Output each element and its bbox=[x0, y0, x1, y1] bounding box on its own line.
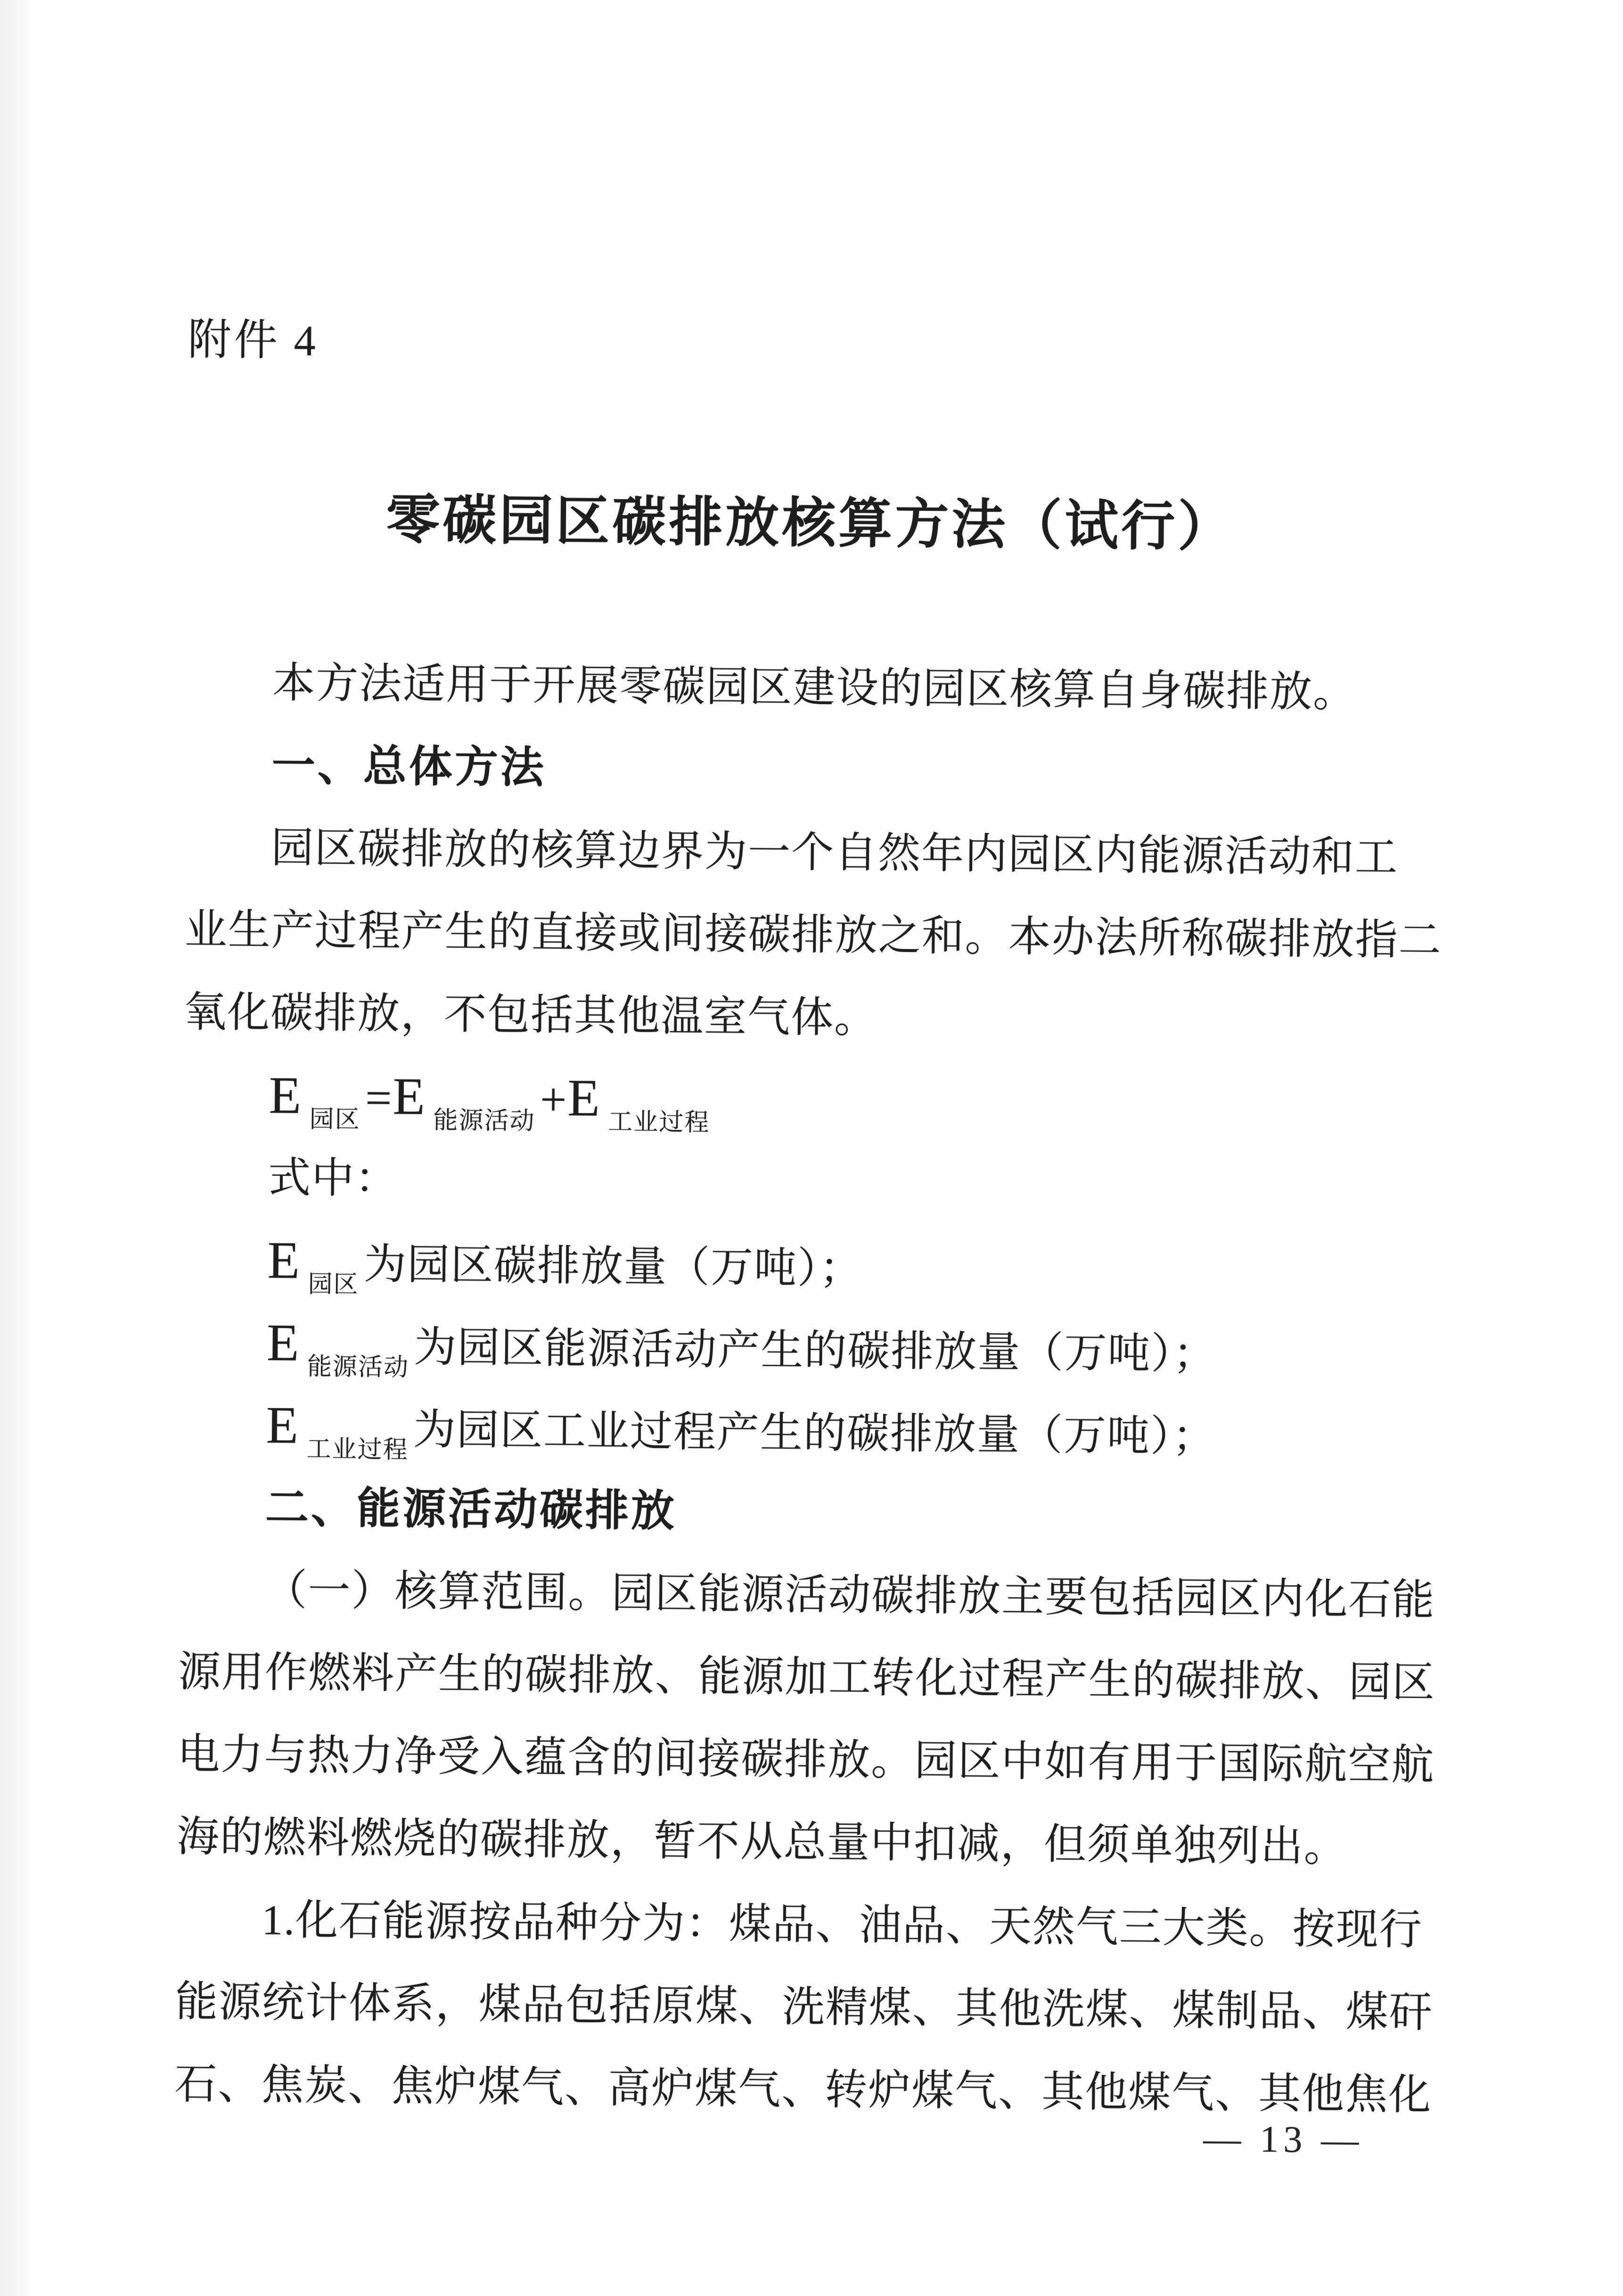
definition-subscript: 能源活动 bbox=[307, 1353, 410, 1381]
page-number: — 13 — bbox=[1203, 2118, 1364, 2161]
body-line: 电力与热力净受入蕴含的间接碳排放。园区中如有用于国际航空航 bbox=[177, 1731, 1435, 1789]
body-line: 能源统计体系，煤品包括原煤、洗精煤、其他洗煤、煤制品、煤矸 bbox=[175, 1978, 1433, 2036]
formula-subscript-park: 园区 bbox=[309, 1106, 361, 1133]
section2-heading: 二、能源活动碳排放 bbox=[265, 1484, 677, 1535]
definition-line bbox=[180, 1301, 1444, 1394]
formula-line bbox=[183, 1054, 1446, 1147]
equals-sign: = bbox=[365, 1071, 393, 1124]
formula-term-industry: E bbox=[567, 1068, 601, 1128]
definition-symbol: E bbox=[266, 1396, 300, 1455]
formula-subscript-energy: 能源活动 bbox=[433, 1107, 535, 1135]
formula-term-park: E bbox=[269, 1066, 303, 1125]
definition-line bbox=[181, 1219, 1445, 1312]
section1-heading: 一、总体方法 bbox=[271, 741, 547, 792]
where-label: 式中： bbox=[268, 1155, 399, 1203]
definition-symbol: E bbox=[266, 1313, 301, 1372]
definition-text: 为园区能源活动产生的碳排放量（万吨）； bbox=[414, 1324, 1217, 1378]
formula-subscript-industry: 工业过程 bbox=[608, 1108, 710, 1137]
definition-line bbox=[180, 1384, 1443, 1477]
document-title: 零碳园区碳排放核算方法（试行） bbox=[385, 490, 1235, 558]
body-line: 氧化碳排放，不包括其他温室气体。 bbox=[183, 989, 878, 1042]
definition-text: 为园区碳排放量（万吨）； bbox=[363, 1241, 863, 1293]
attachment-label: 附件 4 bbox=[188, 315, 319, 365]
body-line: 业生产过程产生的直接或间接碳排放之和。本办法所称碳排放指二 bbox=[184, 906, 1443, 964]
document-body bbox=[174, 641, 1450, 2137]
body-line: 1.化石能源按品种分为：煤品、油品、天然气三大类。按现行 bbox=[261, 1897, 1423, 1954]
definition-symbol: E bbox=[267, 1231, 301, 1290]
body-line: 源用作燃料产生的碳排放、能源加工转化过程产生的碳排放、园区 bbox=[178, 1648, 1436, 1706]
definition-text: 为园区工业过程产生的碳排放量（万吨）； bbox=[413, 1406, 1216, 1460]
body-line: （一）核算范围。园区能源活动碳排放主要包括园区内化石能 bbox=[264, 1567, 1435, 1624]
intro-paragraph: 本方法适用于开展零碳园区建设的园区核算自身碳排放。 bbox=[272, 660, 1357, 716]
body-line: 海的燃料燃烧的碳排放，暂不从总量中扣减，但须单独列出。 bbox=[176, 1813, 1348, 1871]
plus-sign: + bbox=[540, 1073, 568, 1126]
body-line: 石、焦炭、焦炉煤气、高炉煤气、转炉煤气、其他煤气、其他焦化 bbox=[174, 2061, 1432, 2119]
definition-subscript: 工业过程 bbox=[306, 1435, 409, 1464]
formula-term-energy: E bbox=[392, 1067, 426, 1126]
body-line: 园区碳排放的核算边界为一个自然年内园区内能源活动和工 bbox=[270, 825, 1399, 882]
definition-subscript: 园区 bbox=[308, 1271, 359, 1298]
